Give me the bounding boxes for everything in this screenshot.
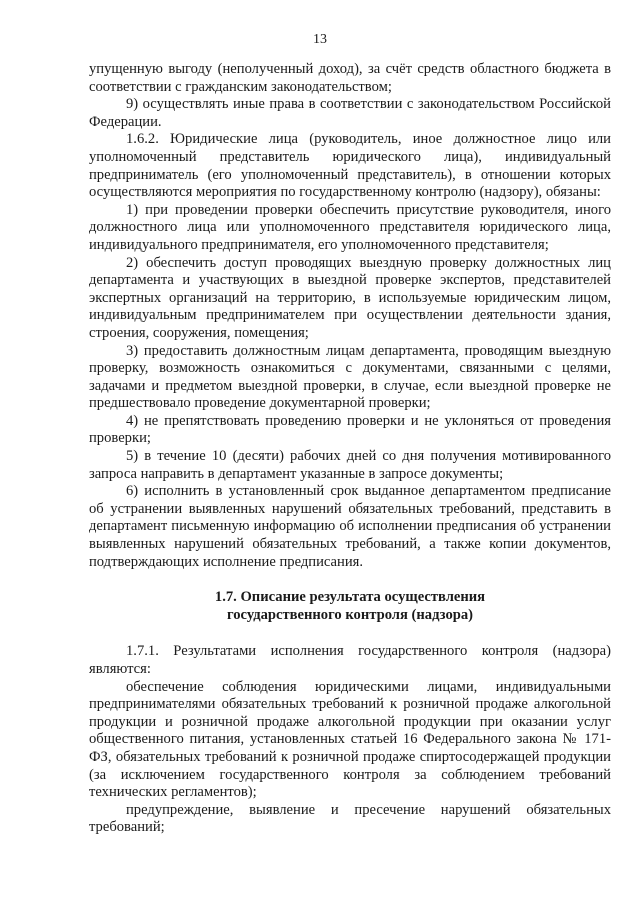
paragraph-result-compliance: обеспечение соблюдения юридическими лицами, индивидуальными предпринимателями обязательных требований к розничной продаже алкогольной продукции и розничной продаже алкогольной продукции при оказании услуг общественного питания, установленных статьей 16 Федерального закона № 171-ФЗ, обязательных требований к розничной продаже спиртосодержащей продукции (за исключением государственного контроля за соблюдением требований технических регламентов); xyxy=(89,678,611,801)
section-heading-line-1: 1.7. Описание результата осуществления xyxy=(214,589,486,606)
section-heading xyxy=(89,589,611,624)
paragraph-item-3: 3) предоставить должностным лицам департамента, проводящим выездную проверку, возможность ознакомиться с документами, связанными с целями, задачами и предметом выездной проверки, в случае, если выездной проверке не предшествовало проведение документарной проверки; xyxy=(89,342,611,412)
paragraph-result-prevention: предупреждение, выявление и пресечение нарушений обязательных требований; xyxy=(89,801,611,836)
paragraph-item-9: 9) осуществлять иные права в соответствии с законодательством Российской Федерации. xyxy=(89,96,611,130)
paragraph-item-1: 1) при проведении проверки обеспечить присутствие руководителя, иного должностного лица или уполномоченного представителя юридического лица, индивидуального предпринимателя, его уполномоченного представителя; xyxy=(89,201,611,253)
paragraph-continuation: упущенную выгоду (неполученный доход), за счёт средств областного бюджета в соответствии с гражданским законодательством; xyxy=(89,61,611,95)
paragraph-1-7-1: 1.7.1. Результатами исполнения государственного контроля (надзора) являются: xyxy=(89,643,611,677)
paragraph-item-2: 2) обеспечить доступ проводящих выездную проверку должностных лиц департамента и участвующих в выездной проверке экспертов, представителей экспертных организаций на территорию, в используемые юридическим лицом, индивидуальным предпринимателем при осуществлении деятельности здания, строения, сооружения, помещения; xyxy=(89,254,611,341)
section-heading-line-2: государственного контроля (надзора) xyxy=(226,606,474,623)
paragraph-1-6-2: 1.6.2. Юридические лица (руководитель, иное должностное лицо или уполномоченный представитель юридического лица), индивидуальный предприниматель (его уполномоченный представитель), в отношении которых осуществляются мероприятия по государственному контролю (надзору), обязаны: xyxy=(89,131,611,201)
page-number: 13 xyxy=(313,32,327,47)
document-body xyxy=(89,61,611,837)
paragraph-item-5: 5) в течение 10 (десяти) рабочих дней со дня получения мотивированного запроса направить в департамент указанные в запросе документы; xyxy=(89,448,611,482)
paragraph-item-6: 6) исполнить в установленный срок выданное департаментом предписание об устранении выявленных нарушений обязательных требований, представить в департамент письменную информацию об исполнении предписания об устранении выявленных нарушений обязательных требований, а также копии документов, подтверждающих исполнение предписания. xyxy=(89,483,611,570)
paragraph-item-4: 4) не препятствовать проведению проверки и не уклоняться от проведения проверки; xyxy=(89,412,611,447)
